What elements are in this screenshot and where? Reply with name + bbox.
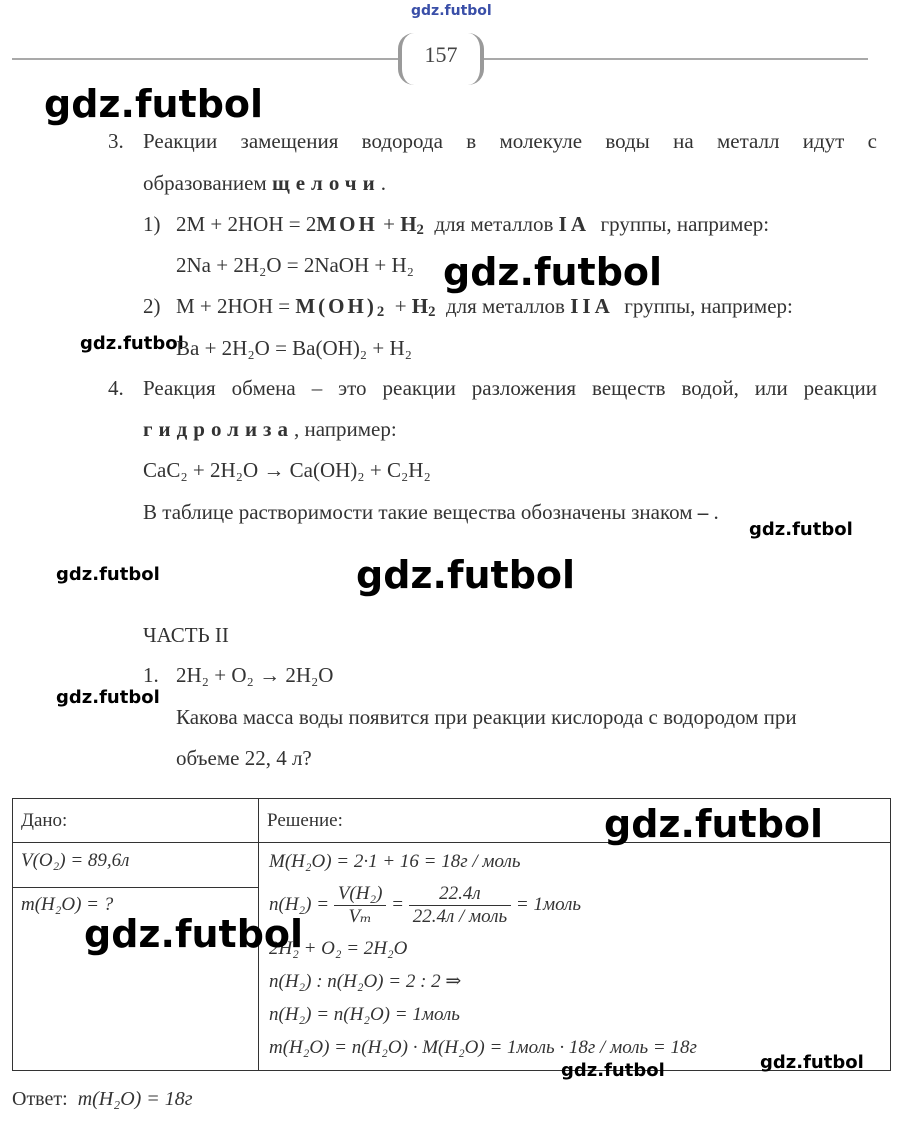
- watermark-small-3: gdz.futbol: [56, 564, 160, 585]
- watermark-small-4: gdz.futbol: [56, 687, 160, 708]
- item-3-sub-1-number: 1): [143, 212, 161, 236]
- solution-line-6: m(H₂O) = n(H₂O) · M(H₂O) = 1моль · 18г / моль = 18г: [269, 1037, 697, 1058]
- given-cell: [13, 843, 259, 1071]
- item-3-sub-2-line: $M + 2HOH = M(OH)_2 + H_2$ для металлов IIA группы, например:: [176, 294, 793, 320]
- item-3-sub-2-number: 2): [143, 294, 161, 318]
- item-3-sub-2-example: Ba + 2H₂O = Ba(OH)₂ + H₂: [176, 336, 412, 360]
- item-4-number: 4.: [108, 376, 124, 400]
- answer-line: [12, 1088, 193, 1111]
- item-4-equation: CaC₂ + 2H₂O → Ca(OH)₂ + C₂H₂: [143, 458, 431, 482]
- item-3-line-2: образованием щелочи.: [143, 171, 386, 195]
- task-1-question-line-2: объеме 22, 4 л?: [176, 746, 312, 770]
- solution-line-5: n(H₂) = n(H₂O) = 1моль: [269, 1004, 460, 1025]
- item-4-line-1: Реакция обмена – это реакции разложения веществ водой, или реакции: [143, 376, 877, 400]
- watermark-small-6: gdz.futbol: [561, 1060, 665, 1081]
- given-volume: V(O₂) = 89,6л: [13, 843, 258, 888]
- solution-header: Решение:: [259, 799, 891, 843]
- item-4-line-2: гидролиза, например:: [143, 417, 397, 441]
- watermark-small-1: gdz.futbol: [80, 333, 184, 354]
- item-3-line-1: Реакции замещения водорода в молекуле воды на металл идут с: [143, 129, 877, 153]
- header-rule-left: [12, 58, 398, 60]
- item-3-sub-1-example: 2Na + 2H₂O = 2NaOH + H₂: [176, 253, 414, 277]
- watermark-large-1: gdz.futbol: [44, 82, 264, 126]
- watermark-large-5: gdz.futbol: [84, 912, 304, 956]
- solution-line-1: M(H₂O) = 2·1 + 16 = 18г / моль: [269, 851, 521, 872]
- page-number: 157: [424, 42, 458, 67]
- watermark-large-2: gdz.futbol: [443, 250, 663, 294]
- fraction-volume: $\frac{\text{V(H₂)}}{\text{Vₘ}}$: [334, 883, 387, 928]
- watermark-small-2: gdz.futbol: [749, 519, 853, 540]
- solution-cell: [259, 843, 891, 1071]
- part-2-heading: ЧАСТЬ II: [143, 623, 229, 647]
- fraction-values: $\frac{22.4л}{\text{22.4л / моль}}$: [409, 883, 511, 928]
- watermark-large-3: gdz.futbol: [356, 553, 576, 597]
- item-4-note: В таблице растворимости такие вещества обозначены знаком – .: [143, 500, 719, 524]
- item-3-number: 3.: [108, 129, 124, 153]
- answer-value: m(H₂O) = 18г: [77, 1088, 193, 1110]
- answer-label: Ответ:: [12, 1088, 68, 1110]
- watermark-large-4: gdz.futbol: [604, 802, 824, 846]
- solution-line-4: n(H₂) : n(H₂O) = 2 : 2 ⇒: [269, 971, 462, 992]
- given-header: Дано:: [13, 799, 259, 843]
- given-mass: m(H₂O) = ?: [21, 894, 114, 915]
- header-rule-right: [484, 58, 868, 60]
- task-1-question-line-1: Какова масса воды появится при реакции кислорода с водородом при: [176, 705, 797, 729]
- task-1-number: 1.: [143, 663, 159, 687]
- watermark-top: gdz.futbol: [411, 3, 492, 19]
- solution-line-3: 2H₂ + O₂ = 2H₂O: [269, 938, 408, 959]
- task-1-equation: 2H₂ + O₂ → 2H₂O: [176, 663, 334, 687]
- watermark-small-5: gdz.futbol: [760, 1052, 864, 1073]
- item-3-sub-1-line: $2M + 2HOH = 2MOH + H_2$ для металлов IA группы, например:: [176, 212, 770, 238]
- solution-line-2: n(H₂) = $\frac{\text{V(H₂)}}{\text{Vₘ}}$ = $\frac{22.4л}{\text{22.4л / моль}}$ = 1моль: [269, 883, 582, 928]
